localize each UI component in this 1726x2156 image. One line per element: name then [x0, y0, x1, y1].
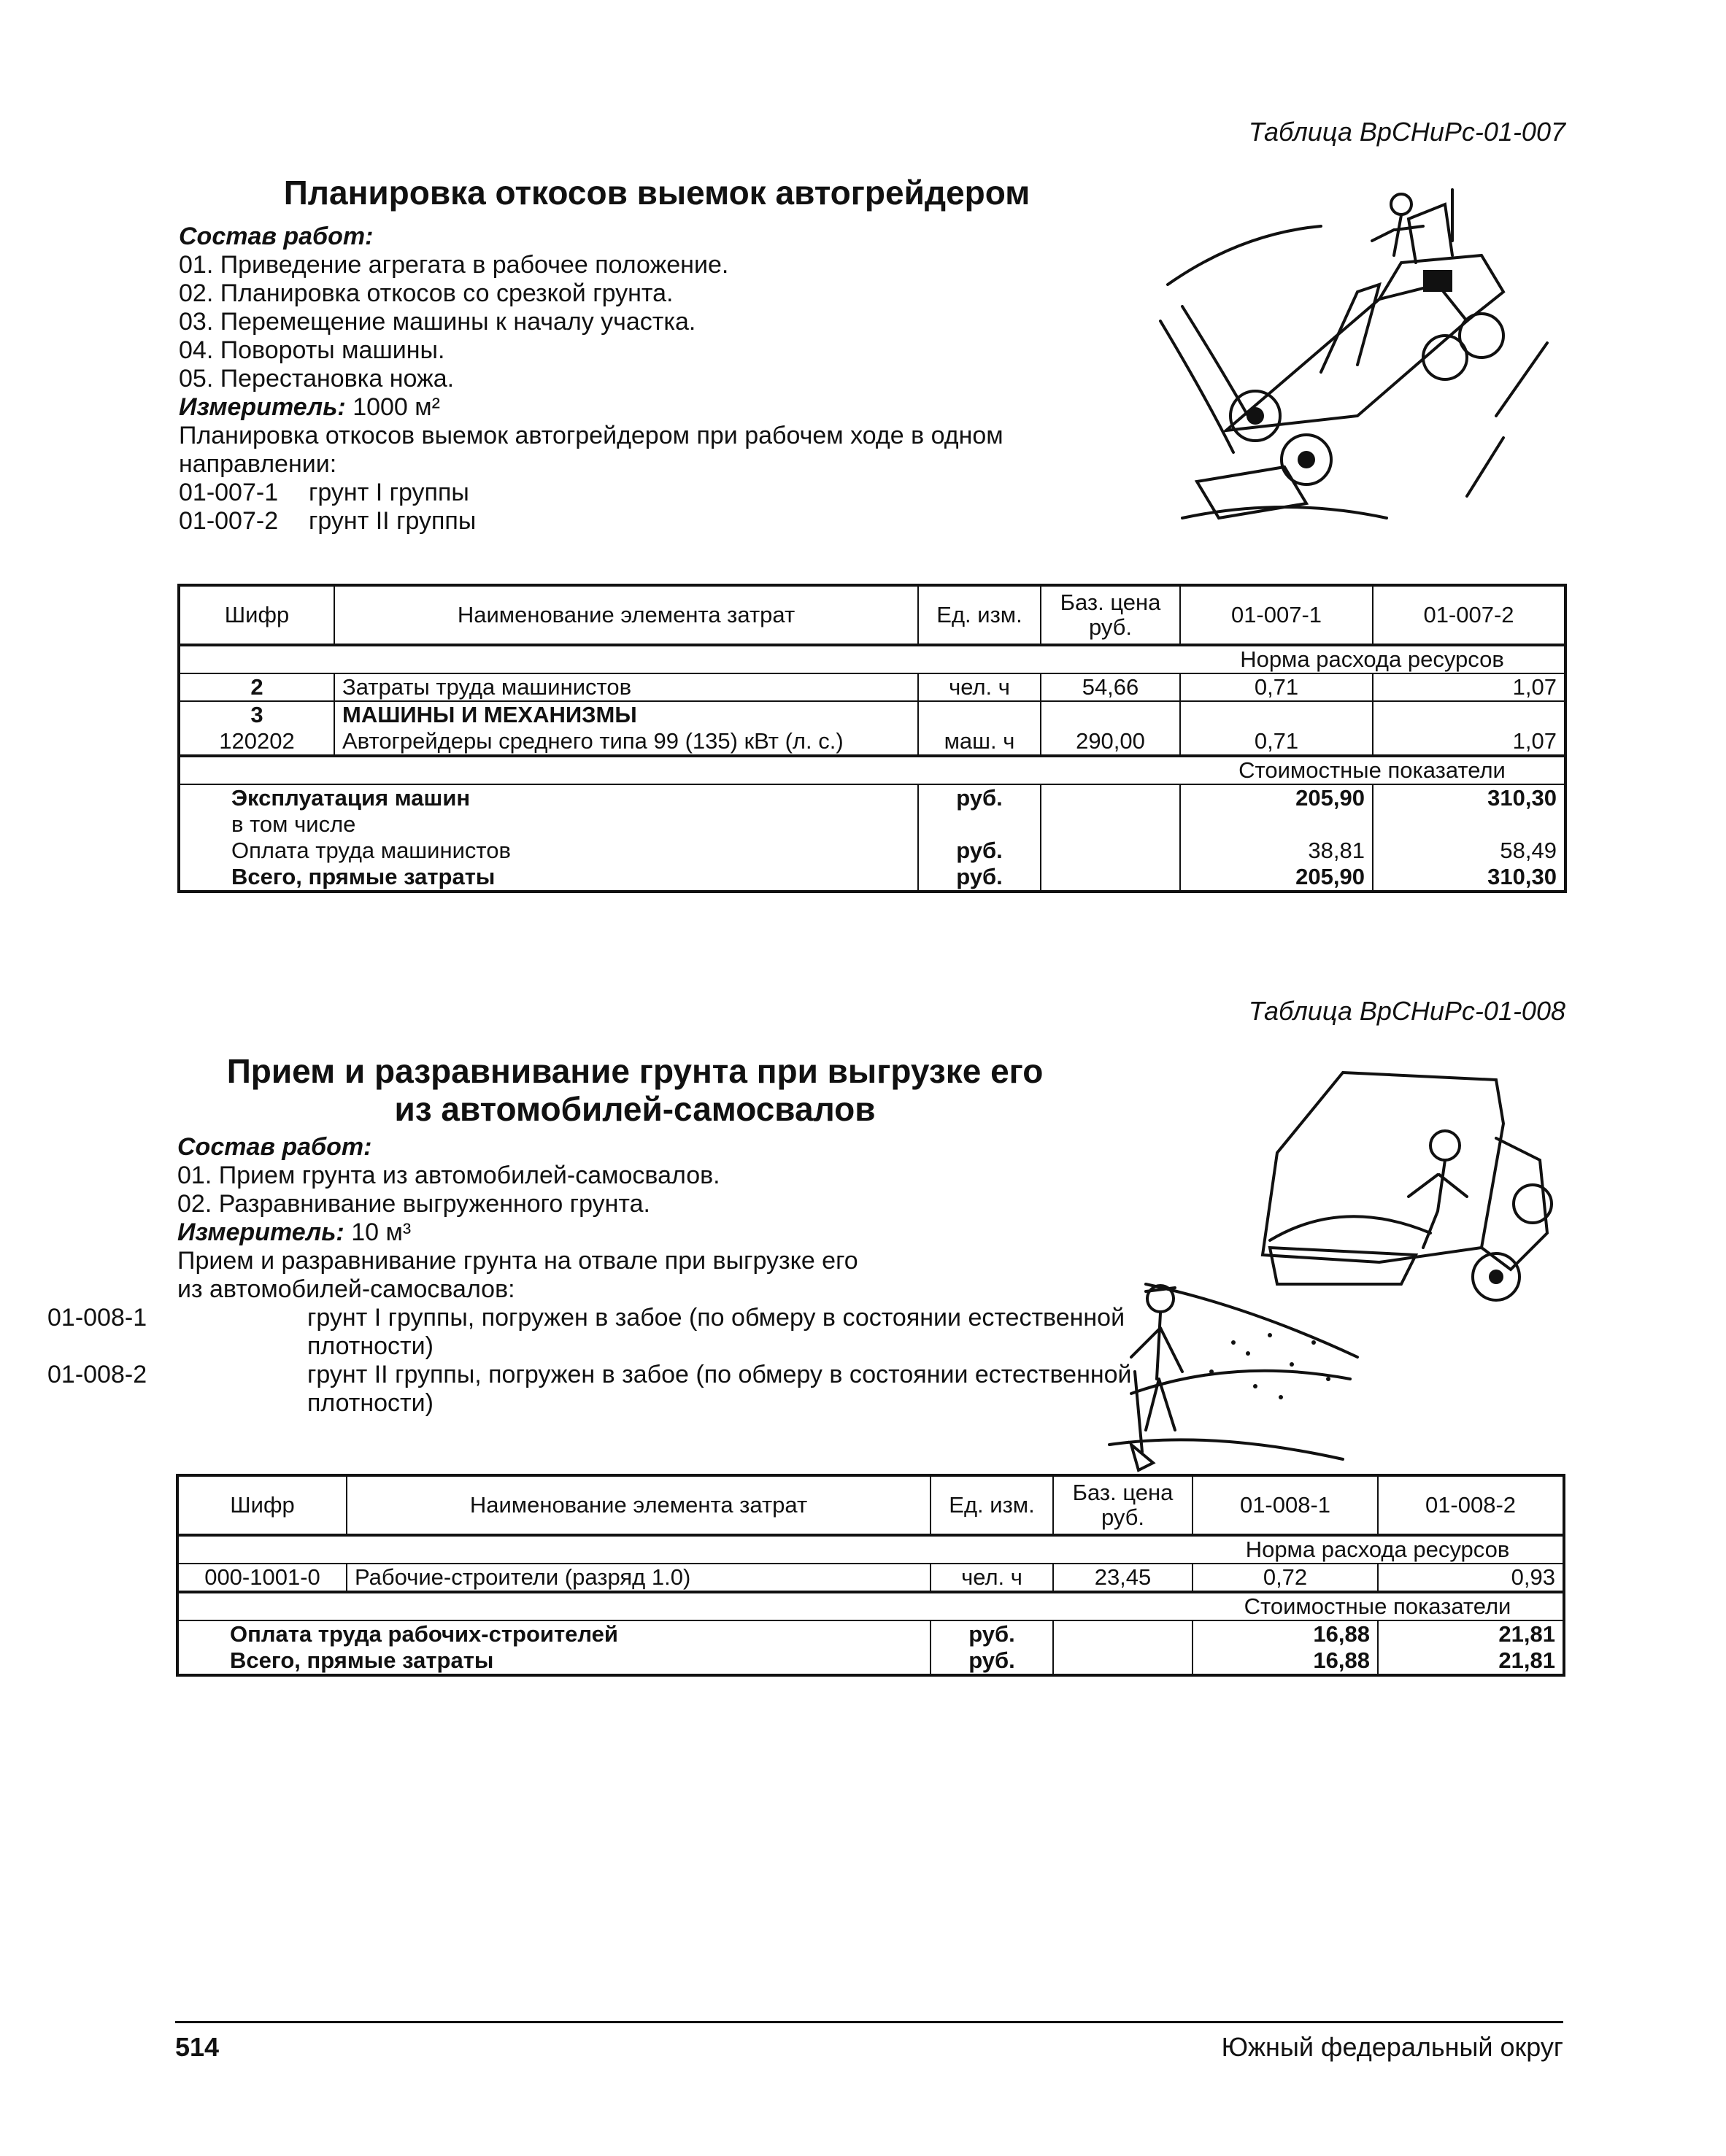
cost-unit: руб.: [918, 784, 1041, 811]
variant-code: 01-008-1: [47, 1304, 147, 1332]
section-title-1: Планировка откосов выемок автогрейдером: [283, 174, 1030, 212]
cost-unit: руб.: [918, 838, 1041, 864]
header-code: Шифр: [179, 585, 334, 645]
description: Прием и разравнивание грунта на отвале при выгрузке его: [177, 1247, 858, 1275]
cost-value-1: 16,88: [1193, 1647, 1378, 1675]
footer-divider: [175, 2021, 1563, 2023]
cost-unit: руб.: [918, 864, 1041, 892]
table-row: [179, 701, 1565, 728]
header-name: Наименование элемента затрат: [334, 585, 918, 645]
cost-section-label: Стоимостные показатели: [1193, 1592, 1564, 1620]
header-price: Баз. цена руб.: [1053, 1475, 1193, 1535]
row-code: 3: [179, 701, 334, 728]
cost-row: [179, 784, 1565, 811]
table-row: [179, 673, 1565, 701]
row-unit: маш. ч: [918, 728, 1041, 756]
description: из автомобилей-самосвалов:: [177, 1275, 515, 1303]
cost-row: [177, 1647, 1564, 1675]
row-value-1: 0,71: [1180, 673, 1373, 701]
variant-text: грунт I группы, погружен в забое (по обмеру в состоянии естественной плотности): [307, 1304, 1125, 1360]
cost-label: Всего, прямые затраты: [177, 1647, 931, 1675]
work-step: 01. Приведение агрегата в рабочее положение.: [179, 251, 729, 279]
title-line: Прием и разравнивание грунта при выгрузке его: [226, 1052, 1044, 1090]
cost-section-label: Стоимостные показатели: [1180, 756, 1565, 784]
variant-item: [179, 507, 1128, 536]
table-row: [177, 1564, 1564, 1592]
motor-grader-illustration: [1139, 175, 1569, 540]
cost-value-2: 58,49: [1373, 838, 1565, 864]
variant-item: [179, 479, 1128, 507]
section-row: [179, 756, 1565, 784]
row-code: 000-1001-0: [177, 1564, 347, 1592]
work-composition-1: [179, 223, 1128, 536]
cost-table-1: [177, 584, 1567, 893]
variant-code: 01-008-2: [47, 1361, 147, 1388]
work-step: 01. Прием грунта из автомобилей-самосвалов.: [177, 1162, 720, 1189]
cost-value-2: 21,81: [1378, 1620, 1564, 1647]
cost-value-1: 205,90: [1180, 784, 1373, 811]
row-value-2: 0,93: [1378, 1564, 1564, 1592]
cost-value-1: 205,90: [1180, 864, 1373, 892]
header-name: Наименование элемента затрат: [347, 1475, 931, 1535]
work-step: 05. Перестановка ножа.: [179, 365, 455, 393]
cost-label: Эксплуатация машин: [179, 784, 918, 811]
row-name: Автогрейдеры среднего типа 99 (135) кВт (л. с.): [334, 728, 918, 756]
cost-row: [179, 864, 1565, 892]
cost-value-2: 310,30: [1373, 784, 1565, 811]
variant-item: [47, 1304, 1168, 1361]
row-code: 2: [179, 673, 334, 701]
norm-section-label: Норма расхода ресурсов: [1180, 645, 1565, 673]
variant-item: [47, 1361, 1168, 1418]
row-code: 120202: [179, 728, 334, 756]
section-row: [177, 1592, 1564, 1620]
cost-row: [179, 811, 1565, 838]
work-step: 02. Разравнивание выгруженного грунта.: [177, 1190, 650, 1218]
row-name: Затраты труда машинистов: [334, 673, 918, 701]
section-row: [177, 1535, 1564, 1564]
table-caption-1: Таблица ВрСНиРс-01-007: [1248, 117, 1565, 147]
page-number: 514: [175, 2032, 220, 2062]
section-row: [179, 645, 1565, 673]
row-value-1: 0,72: [1193, 1564, 1378, 1592]
cost-table-2: [176, 1474, 1565, 1677]
variant-text: грунт II группы: [309, 507, 477, 535]
variant-text: грунт II группы, погружен в забое (по обмеру в состоянии естественной плотности): [307, 1361, 1132, 1417]
row-name: Рабочие-строители (разряд 1.0): [347, 1564, 931, 1592]
footer-region: Южный федеральный округ: [1221, 2032, 1563, 2062]
cost-value-2: 21,81: [1378, 1647, 1564, 1675]
cost-label: Оплата труда рабочих-строителей: [177, 1620, 931, 1647]
measure-label: Измеритель:: [179, 393, 346, 421]
table-row: [179, 728, 1565, 756]
header-unit: Ед. изм.: [931, 1475, 1053, 1535]
variant-text: грунт I группы: [309, 479, 469, 506]
cost-label: Оплата труда машинистов: [179, 838, 918, 864]
work-composition-2: [47, 1133, 1132, 1418]
title-line: из автомобилей-самосвалов: [394, 1090, 876, 1128]
header-price: Баз. цена руб.: [1041, 585, 1180, 645]
variant-code: 01-007-1: [179, 479, 279, 506]
cost-unit: руб.: [931, 1620, 1053, 1647]
cost-label: в том числе: [179, 811, 918, 838]
description: Планировка откосов выемок автогрейдером при рабочем ходе в одном направлении:: [179, 422, 1003, 478]
measure-value: 10 м³: [351, 1218, 412, 1246]
header-col1: 01-007-1: [1180, 585, 1373, 645]
row-price: 23,45: [1053, 1564, 1193, 1592]
cost-label: Всего, прямые затраты: [179, 864, 918, 892]
norm-section-label: Норма расхода ресурсов: [1193, 1535, 1564, 1564]
table-header-row: [179, 585, 1565, 645]
dump-truck-illustration: [1102, 1065, 1554, 1474]
work-step: 04. Повороты машины.: [179, 336, 445, 364]
composition-heading: Состав работ:: [179, 223, 374, 250]
table-header-row: [177, 1475, 1564, 1535]
header-col1: 01-008-1: [1193, 1475, 1378, 1535]
cost-value-1: 16,88: [1193, 1620, 1378, 1647]
row-value-2: 1,07: [1373, 728, 1565, 756]
section-title-2: [182, 1052, 1087, 1128]
header-code: Шифр: [177, 1475, 347, 1535]
row-price: 54,66: [1041, 673, 1180, 701]
row-unit: чел. ч: [918, 673, 1041, 701]
cost-row: [179, 838, 1565, 864]
header-col2: 01-007-2: [1373, 585, 1565, 645]
cost-unit: руб.: [931, 1647, 1053, 1675]
cost-value-1: 38,81: [1180, 838, 1373, 864]
row-price: 290,00: [1041, 728, 1180, 756]
cost-row: [177, 1620, 1564, 1647]
row-value-2: 1,07: [1373, 673, 1565, 701]
header-col2: 01-008-2: [1378, 1475, 1564, 1535]
measure-value: 1000 м²: [352, 393, 440, 421]
work-step: 03. Перемещение машины к началу участка.: [179, 308, 696, 336]
row-name: МАШИНЫ И МЕХАНИЗМЫ: [334, 701, 918, 728]
measure-label: Измеритель:: [177, 1218, 344, 1246]
row-unit: чел. ч: [931, 1564, 1053, 1592]
header-unit: Ед. изм.: [918, 585, 1041, 645]
row-value-1: 0,71: [1180, 728, 1373, 756]
cost-value-2: 310,30: [1373, 864, 1565, 892]
table-caption-2: Таблица ВрСНиРс-01-008: [1248, 996, 1565, 1026]
work-step: 02. Планировка откосов со срезкой грунта.: [179, 279, 674, 307]
composition-heading: Состав работ:: [177, 1133, 372, 1161]
variant-code: 01-007-2: [179, 507, 279, 535]
